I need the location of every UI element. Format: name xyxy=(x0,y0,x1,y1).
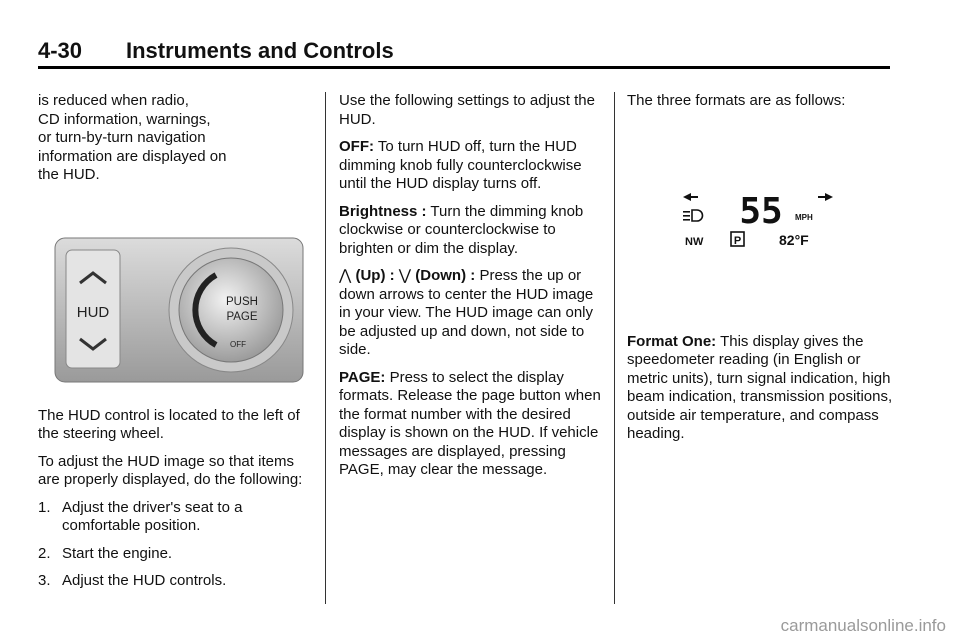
intro-line: is reduced when radio, xyxy=(38,92,189,109)
column-divider xyxy=(325,92,326,604)
step-item xyxy=(38,499,310,536)
formats-intro: The three formats are as follows: xyxy=(627,92,846,109)
off-paragraph xyxy=(339,138,601,194)
off-text: To turn HUD off, turn the HUD dimming knob fully counterclockwise until the HUD display turns off. xyxy=(339,138,582,192)
column-1 xyxy=(38,92,310,600)
step-number: 2. xyxy=(38,544,51,562)
watermark-logo: carmanualsonline.info xyxy=(780,616,946,635)
updown-text: Press the up or down arrows to center the HUD image in your view. The HUD image can only be adjusted up and down, not side to side. xyxy=(339,267,594,358)
step-text: Adjust the driver's seat to a comfortable position. xyxy=(62,498,243,534)
knob-label-page: PAGE xyxy=(226,310,258,323)
adjust-intro-paragraph: To adjust the HUD image so that items are properly displayed, do the following: xyxy=(38,452,303,488)
speed-unit: MPH xyxy=(795,212,813,222)
up-arrow-icon: ⋀ xyxy=(339,267,352,284)
left-turn-arrow-icon xyxy=(683,193,691,201)
step-item xyxy=(38,572,310,591)
compass-heading: NW xyxy=(685,235,704,247)
format-one-text: This display gives the speedometer reading (in English or metric units), turn signal indication, high beam indication, transmission positions, outside air temperature, and compass heading. xyxy=(627,332,893,442)
column-2 xyxy=(339,92,601,489)
updown-paragraph xyxy=(339,267,601,360)
brightness-text: Turn the dimming knob clockwise or counterclockwise to brighten or dim the display. xyxy=(339,202,584,257)
outside-temperature: 82°F xyxy=(779,231,809,247)
page-paragraph xyxy=(339,369,601,480)
intro-line: or turn-by-turn navigation xyxy=(38,129,206,146)
down-term: (Down) : xyxy=(411,267,480,284)
column-divider xyxy=(614,92,615,604)
step-text: Adjust the HUD controls. xyxy=(62,572,227,589)
knob-label-push: PUSH xyxy=(226,295,258,308)
up-term: (Up) : xyxy=(351,267,399,284)
page-term: PAGE: xyxy=(339,368,386,386)
step-text: Start the engine. xyxy=(62,544,173,562)
down-arrow-icon: ⋁ xyxy=(398,267,412,284)
format-one-paragraph xyxy=(627,333,895,444)
speed-value: 55 xyxy=(739,190,783,232)
brightness-term: Brightness : xyxy=(339,202,427,220)
knob-label-off: OFF xyxy=(230,339,246,349)
step-number: 1. xyxy=(38,498,51,516)
settings-intro: Use the following settings to adjust the HUD. xyxy=(339,92,595,128)
format-one-term: Format One: xyxy=(627,332,717,350)
hud-button-label: HUD xyxy=(76,303,110,321)
page-header xyxy=(38,34,890,69)
intro-line: information are displayed on xyxy=(38,147,227,165)
page-number: 4-30 xyxy=(38,38,83,63)
off-term: OFF: xyxy=(339,138,374,155)
hud-display-figure xyxy=(683,187,833,247)
high-beam-icon xyxy=(683,210,703,221)
brightness-paragraph xyxy=(339,203,601,259)
step-item xyxy=(38,545,310,564)
column-3 xyxy=(627,92,895,453)
page-title: Instruments and Controls xyxy=(126,38,394,63)
page-text: Press to select the display formats. Release the page button when the format number with the desired display is shown on the HUD. If vehicle messages are displayed, pressing PAGE, may clear the message. xyxy=(339,368,601,478)
intro-line: CD information, warnings, xyxy=(38,110,211,128)
right-turn-arrow-icon xyxy=(825,193,833,201)
hud-control-figure xyxy=(54,237,304,383)
step-number: 3. xyxy=(38,572,51,589)
location-paragraph: The HUD control is located to the left of the steering wheel. xyxy=(38,406,300,442)
intro-line: the HUD. xyxy=(38,166,100,183)
gear-indicator: P xyxy=(733,234,742,247)
intro-paragraph xyxy=(38,92,310,185)
